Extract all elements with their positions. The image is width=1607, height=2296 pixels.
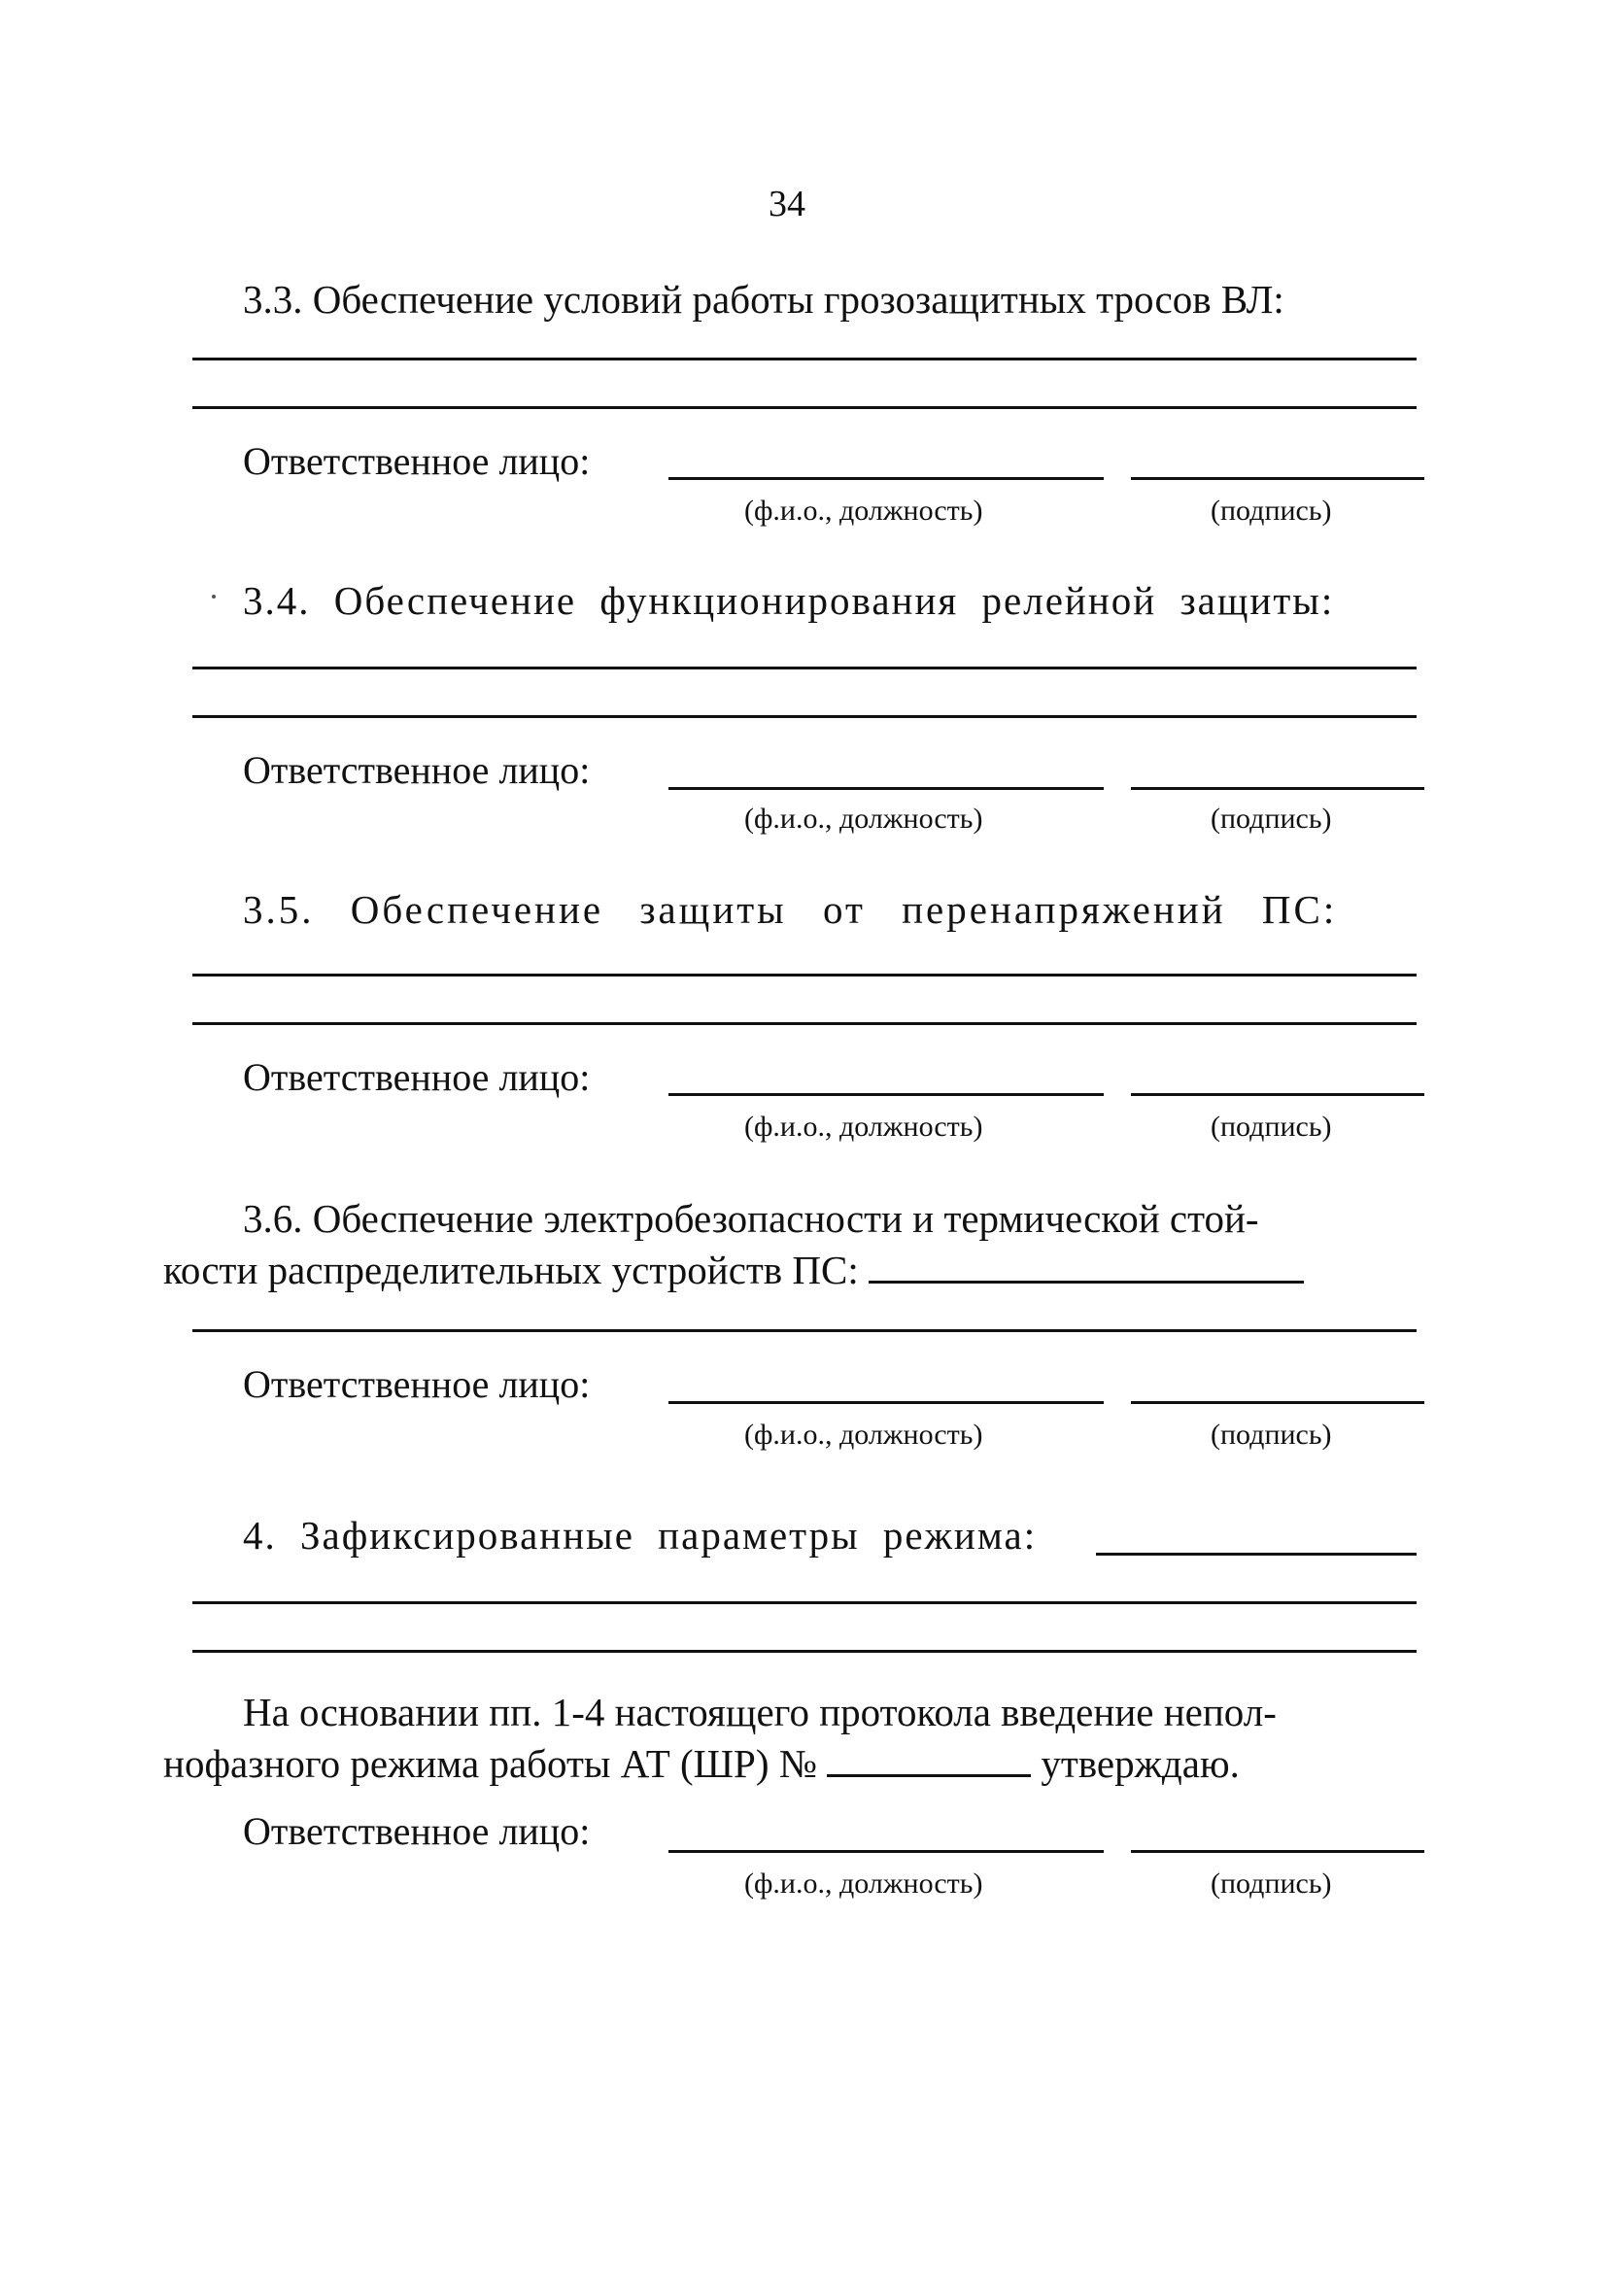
fill-line[interactable] — [192, 974, 1417, 977]
name-position-field[interactable] — [668, 1093, 1104, 1096]
signature-caption: (подпись) — [1211, 495, 1332, 527]
section-3-6-line-2-text: кости распределительных устройств ПС: — [163, 1248, 859, 1292]
signature-field[interactable] — [1131, 477, 1424, 480]
conclusion-line-2-end: утверждаю. — [1041, 1741, 1240, 1786]
signature-caption: (подпись) — [1211, 803, 1332, 835]
name-position-caption: (ф.и.о., должность) — [744, 1868, 983, 1900]
section-3-5-heading: 3.5. Обеспечение защиты от перенапряжений ПС: — [243, 887, 1338, 932]
name-position-field[interactable] — [668, 477, 1104, 480]
responsible-person-label: Ответственное лицо: — [243, 439, 591, 483]
speck — [212, 595, 216, 599]
signature-caption: (подпись) — [1211, 1419, 1332, 1451]
fill-line[interactable] — [192, 358, 1417, 360]
signature-caption: (подпись) — [1211, 1868, 1332, 1900]
name-position-field[interactable] — [668, 1401, 1104, 1404]
fill-line[interactable] — [192, 1601, 1417, 1604]
conclusion-line-2 — [163, 1738, 1426, 1790]
signature-caption: (подпись) — [1211, 1111, 1332, 1143]
name-position-caption: (ф.и.о., должность) — [744, 1111, 983, 1143]
name-position-field[interactable] — [668, 787, 1104, 790]
responsible-person-label: Ответственное лицо: — [243, 1055, 591, 1099]
name-position-caption: (ф.и.о., должность) — [744, 1419, 983, 1451]
name-position-caption: (ф.и.о., должность) — [744, 803, 983, 835]
fill-line[interactable] — [192, 1329, 1417, 1332]
name-position-caption: (ф.и.о., должность) — [744, 495, 983, 527]
fill-line[interactable] — [192, 1022, 1417, 1025]
section-3-4-heading: 3.4. Обеспечение функционирования релейной защиты: — [243, 578, 1335, 623]
responsible-person-label: Ответственное лицо: — [243, 1809, 591, 1853]
page-number: 34 — [769, 184, 805, 224]
conclusion-line-1: На основании пп. 1-4 настоящего протокола введение непол- — [243, 1690, 1277, 1734]
responsible-person-label: Ответственное лицо: — [243, 748, 591, 792]
signature-field[interactable] — [1131, 787, 1424, 790]
conclusion-text — [163, 1687, 1426, 1790]
section-3-6-text — [163, 1193, 1426, 1296]
fill-line[interactable] — [192, 1650, 1417, 1653]
fill-line[interactable] — [192, 406, 1417, 409]
fill-line[interactable] — [192, 715, 1417, 718]
section-3-6-line-1: 3.6. Обеспечение электробезопасности и термической стой- — [243, 1196, 1259, 1241]
fill-line[interactable] — [192, 667, 1417, 669]
fill-inline[interactable] — [869, 1277, 1304, 1284]
signature-field[interactable] — [1131, 1401, 1424, 1404]
number-field[interactable] — [827, 1770, 1031, 1777]
conclusion-line-2-start: нофазного режима работы АТ (ШР) № — [163, 1741, 817, 1786]
section-4-heading-text: 4. Зафиксированные параметры режима: — [243, 1513, 1038, 1558]
section-4-inline-field[interactable] — [1096, 1553, 1417, 1556]
responsible-person-label: Ответственное лицо: — [243, 1362, 591, 1406]
section-3-6-line-2 — [163, 1245, 1426, 1296]
section-3-3-heading: 3.3. Обеспечение условий работы грозозащитных тросов ВЛ: — [243, 277, 1284, 322]
signature-field[interactable] — [1131, 1093, 1424, 1096]
name-position-field[interactable] — [668, 1850, 1104, 1853]
section-4-heading — [243, 1512, 1037, 1559]
signature-field[interactable] — [1131, 1850, 1424, 1853]
